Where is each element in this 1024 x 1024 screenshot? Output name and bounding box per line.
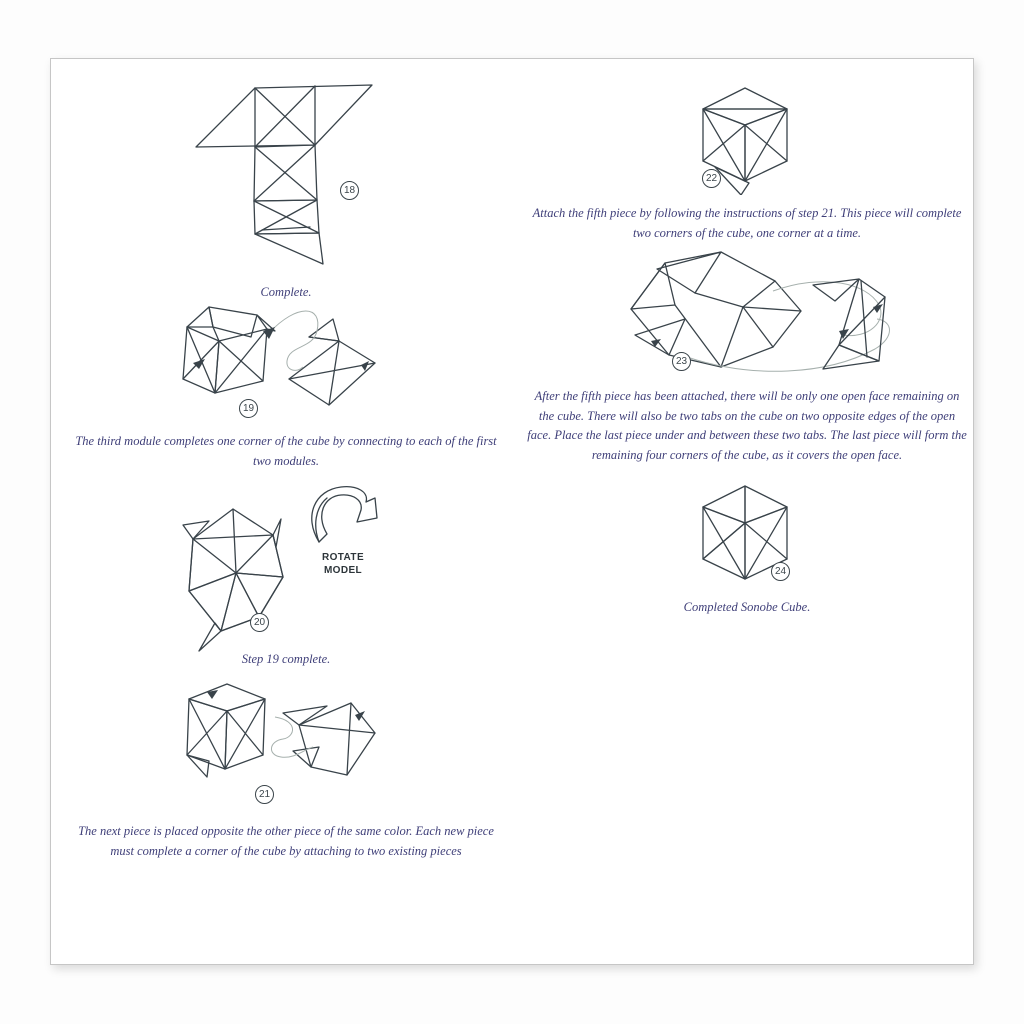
step-number-text: 22: [705, 173, 718, 184]
step-number-text: 20: [253, 617, 266, 628]
rotate-arrow-icon: [303, 482, 381, 550]
right-new-piece: [283, 703, 375, 775]
step-number-badge-20: [250, 613, 269, 632]
step-number-badge-19: [239, 399, 258, 418]
figure-step-21-attach-piece: [177, 675, 382, 793]
caption-step-23: After the fifth piece has been attached, there will be only one open face remaining on the cube. There will also be two tabs on the cube on two opposite edges of the open face. Place the last piece under and between these two tabs. The last piece will form the remaining four corners of the cube, as it covers the open face.: [527, 389, 967, 462]
origami-net-diagram: [196, 85, 372, 264]
document-page: [50, 58, 974, 965]
caption-step-18: Complete.: [260, 285, 312, 299]
figure-step-23-fifth-piece: [623, 247, 938, 385]
third-module-dark: [289, 319, 375, 405]
step-number-badge-22: [702, 169, 721, 188]
figure-step-19-connect-modules: [177, 299, 382, 419]
step-number-text: 19: [242, 403, 255, 414]
connection-curve-arrow: [269, 311, 318, 370]
figure-step-18-flat-module: [194, 83, 394, 266]
caption-step-24: Completed Sonobe Cube.: [683, 600, 811, 614]
step-number-text: 24: [774, 566, 787, 577]
rotate-model-label: ROTATE MODEL: [321, 552, 365, 576]
step-number-badge-24: [771, 562, 790, 581]
caption-step-20: Step 19 complete.: [241, 652, 331, 666]
caption-step-22: Attach the fifth piece by following the instructions of step 21. This piece will complete two corners of the cube, one corner at a time.: [532, 206, 962, 240]
figure-step-20-polyhedron: [179, 503, 291, 655]
caption-step-21: The next piece is placed opposite the other piece of the same color. Each new piece must complete a corner of the cube by attaching to two existing pieces: [78, 824, 494, 858]
caption-step-19: The third module completes one corner of the cube by connecting to each of the first two modules.: [75, 434, 497, 468]
left-cube-module: [187, 684, 265, 777]
step-number-badge-21: [255, 785, 274, 804]
step-number-text: 21: [258, 789, 271, 800]
step-number-badge-23: [672, 352, 691, 371]
last-piece-outline: [813, 279, 885, 369]
step-number-text: 23: [675, 356, 688, 367]
left-module: [183, 307, 275, 393]
partial-cube-model: [183, 509, 283, 651]
cube-with-fifth-piece: [631, 252, 801, 367]
step-number-text: 18: [343, 185, 356, 196]
step-number-badge-18: [340, 181, 359, 200]
arrowhead: [263, 327, 275, 339]
